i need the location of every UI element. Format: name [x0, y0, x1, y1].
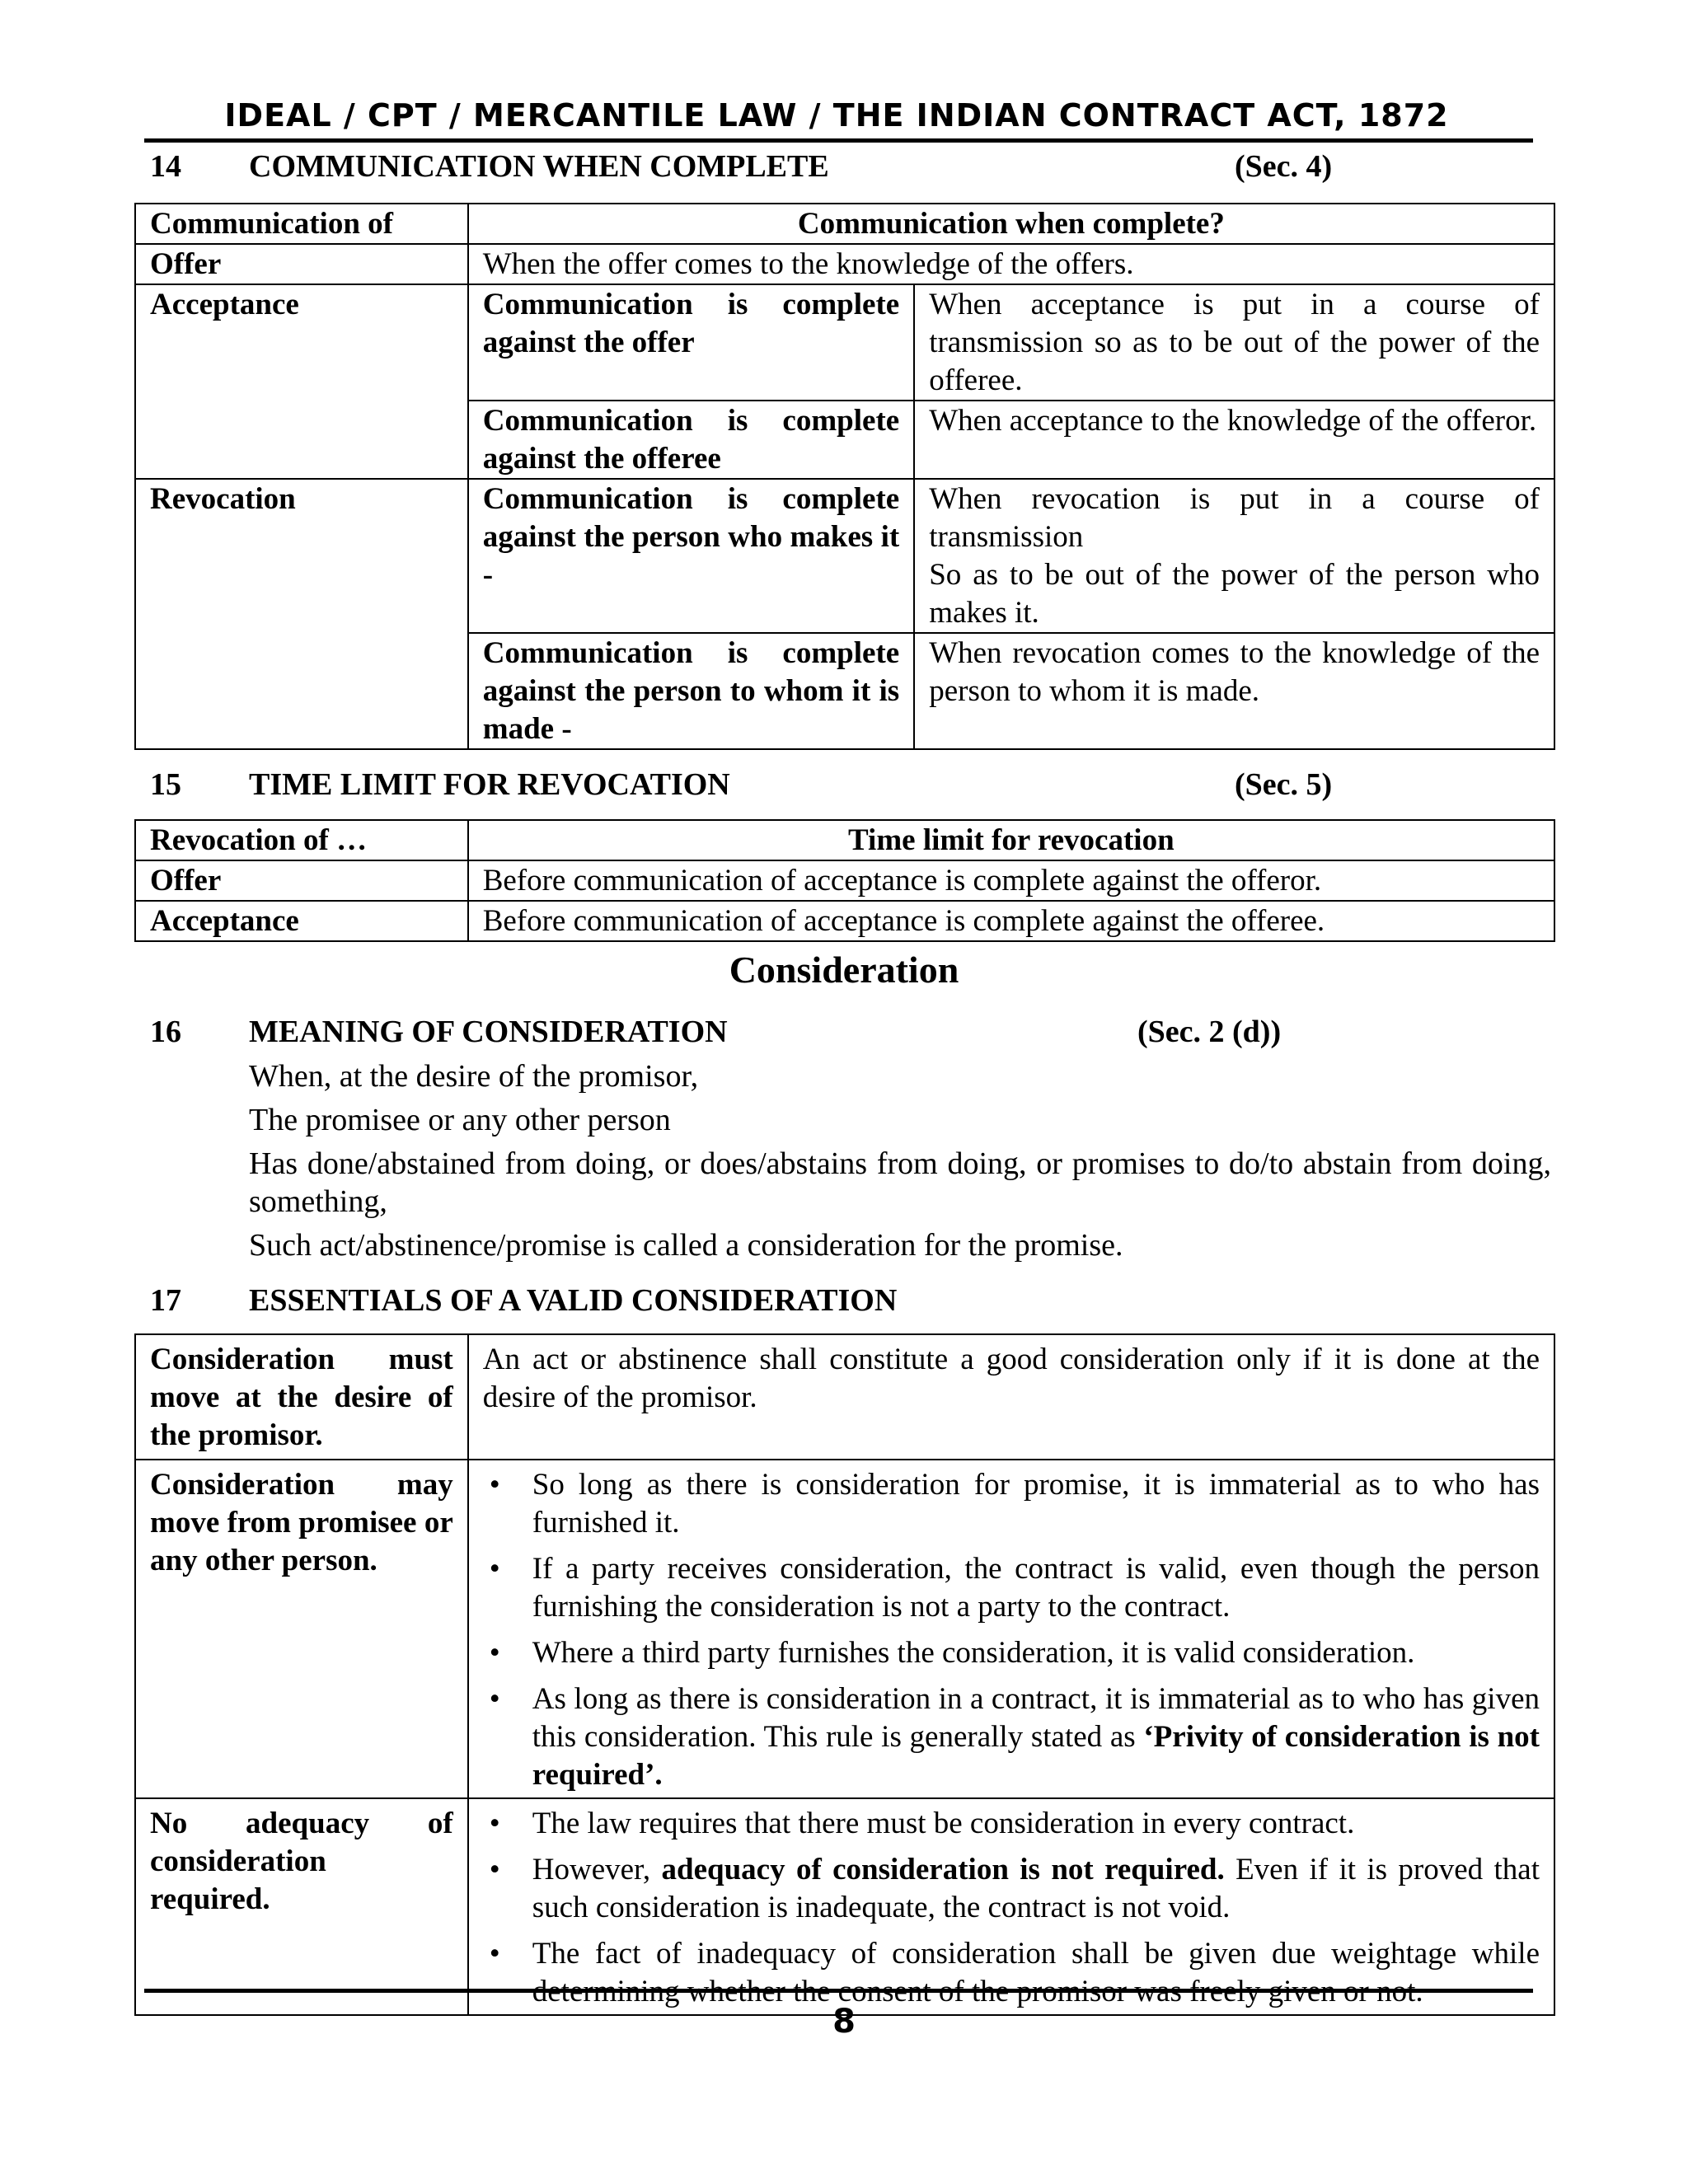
bullet-list — [483, 1466, 1540, 1794]
row-text-line: When revocation is put in a course of transmission — [929, 482, 1540, 554]
list-item-text: The fact of inadequacy of consideration shall be given due weightage while determining whether the consent of the promisor was freely given or not. — [532, 1937, 1540, 2008]
row-bullets — [468, 1798, 1554, 2015]
section-title: ESSENTIALS OF A VALID CONSIDERATION — [249, 1283, 898, 1318]
section-14-heading — [150, 148, 829, 185]
row-label: Consideration may move from promisee or any other person. — [135, 1460, 468, 1798]
section-title: TIME LIMIT FOR REVOCATION — [249, 767, 730, 802]
row-label: Offer — [135, 860, 468, 901]
communication-table — [134, 203, 1555, 750]
list-item — [483, 1935, 1540, 2011]
list-item-text: Even if it is proved that such consideration is inadequate, the contract is not void. — [532, 1853, 1540, 1924]
row-text: Before communication of acceptance is complete against the offeror. — [468, 860, 1554, 901]
list-item-text: So long as there is consideration for promise, it is immaterial as to who has furnished it. — [532, 1468, 1540, 1540]
bullet-icon: • — [489, 1682, 500, 1716]
bullet-icon: • — [489, 1937, 500, 1971]
row-label: Consideration must move at the desire of the promisor. — [135, 1334, 468, 1460]
list-item — [483, 1466, 1540, 1542]
list-item — [483, 1805, 1540, 1843]
row-text: When revocation comes to the knowledge of the person to whom it is made. — [914, 633, 1554, 749]
list-item-emphasis: adequacy of consideration is not required. — [661, 1853, 1225, 1886]
section-17-heading — [150, 1282, 897, 1319]
header-rule — [144, 138, 1533, 143]
section-16-heading — [150, 1014, 728, 1050]
list-item-text: However, — [532, 1853, 662, 1886]
row-text-line: So as to be out of the power of the person who makes it. — [929, 558, 1540, 630]
sub-row-label: Communication is complete against the person to whom it is made - — [468, 633, 914, 749]
section-title: COMMUNICATION WHEN COMPLETE — [249, 149, 829, 184]
footer-rule — [144, 1989, 1533, 1993]
row-text: An act or abstinence shall constitute a good consideration only if it is done at the desire of the promisor. — [468, 1334, 1554, 1460]
section-15-reference: (Sec. 5) — [1235, 767, 1333, 802]
bullet-icon: • — [489, 1552, 500, 1586]
definition-line: Such act/abstinence/promise is called a consideration for the promise. — [249, 1228, 1123, 1263]
revocation-time-table — [134, 819, 1555, 942]
row-label: No adequacy of consideration required. — [135, 1798, 468, 2015]
row-text: When acceptance to the knowledge of the offeror. — [914, 401, 1554, 479]
list-item-text: If a party receives consideration, the contract is valid, even though the person furnishing the consideration is not a party to the contract. — [532, 1552, 1540, 1624]
sub-row-label: Communication is complete against the offeree — [468, 401, 914, 479]
row-text: Before communication of acceptance is complete against the offeree. — [468, 901, 1554, 941]
row-label: Revocation — [135, 479, 468, 749]
table-header-cell: Time limit for revocation — [468, 820, 1554, 860]
section-number: 16 — [150, 1015, 181, 1049]
section-number: 14 — [150, 149, 181, 184]
section-14-reference: (Sec. 4) — [1235, 149, 1333, 184]
running-header: IDEAL / CPT / MERCANTILE LAW / THE INDIAN CONTRACT ACT, 1872 — [224, 97, 1449, 134]
list-item-text: Where a third party furnishes the consideration, it is valid consideration. — [532, 1636, 1415, 1670]
page-number: 8 — [832, 2003, 856, 2041]
definition-line: When, at the desire of the promisor, — [249, 1059, 699, 1094]
row-text: When acceptance is put in a course of transmission so as to be out of the power of the offeree. — [914, 284, 1554, 401]
essentials-table — [134, 1333, 1555, 2016]
section-15-heading — [150, 766, 730, 803]
row-label: Offer — [135, 244, 468, 284]
list-item — [483, 1680, 1540, 1794]
section-title: MEANING OF CONSIDERATION — [249, 1015, 728, 1049]
row-bullets — [468, 1460, 1554, 1798]
definition-line: The promisee or any other person — [249, 1103, 671, 1137]
section-16-reference: (Sec. 2 (d)) — [1137, 1015, 1282, 1049]
list-item-text: As long as there is consideration in a contract, it is immaterial as to who has given this consideration. This rule is generally stated as — [532, 1682, 1540, 1754]
row-label: Acceptance — [135, 284, 468, 479]
table-header-cell: Communication when complete? — [468, 204, 1554, 244]
list-item — [483, 1550, 1540, 1626]
bullet-list — [483, 1805, 1540, 2011]
definition-line: Has done/abstained from doing, or does/abstains from doing, or promises to do/to abstain from doing, something, — [249, 1146, 1551, 1219]
section-number: 17 — [150, 1283, 181, 1318]
row-text — [914, 479, 1554, 633]
consideration-heading: Consideration — [729, 949, 959, 991]
section-number: 15 — [150, 767, 181, 802]
bullet-icon: • — [489, 1807, 500, 1840]
sub-row-label: Communication is complete against the person who makes it - — [468, 479, 914, 633]
table-header-cell: Revocation of … — [135, 820, 468, 860]
list-item-text: The law requires that there must be consideration in every contract. — [532, 1807, 1355, 1840]
table-header-cell: Communication of — [135, 204, 468, 244]
row-text: When the offer comes to the knowledge of the offers. — [468, 244, 1554, 284]
sub-row-label: Communication is complete against the offer — [468, 284, 914, 401]
bullet-icon: • — [489, 1853, 500, 1886]
row-label: Acceptance — [135, 901, 468, 941]
bullet-icon: • — [489, 1636, 500, 1670]
list-item-emphasis: ‘Privity of consideration is not required’. — [532, 1720, 1540, 1792]
list-item — [483, 1851, 1540, 1927]
list-item — [483, 1634, 1540, 1672]
bullet-icon: • — [489, 1468, 500, 1502]
